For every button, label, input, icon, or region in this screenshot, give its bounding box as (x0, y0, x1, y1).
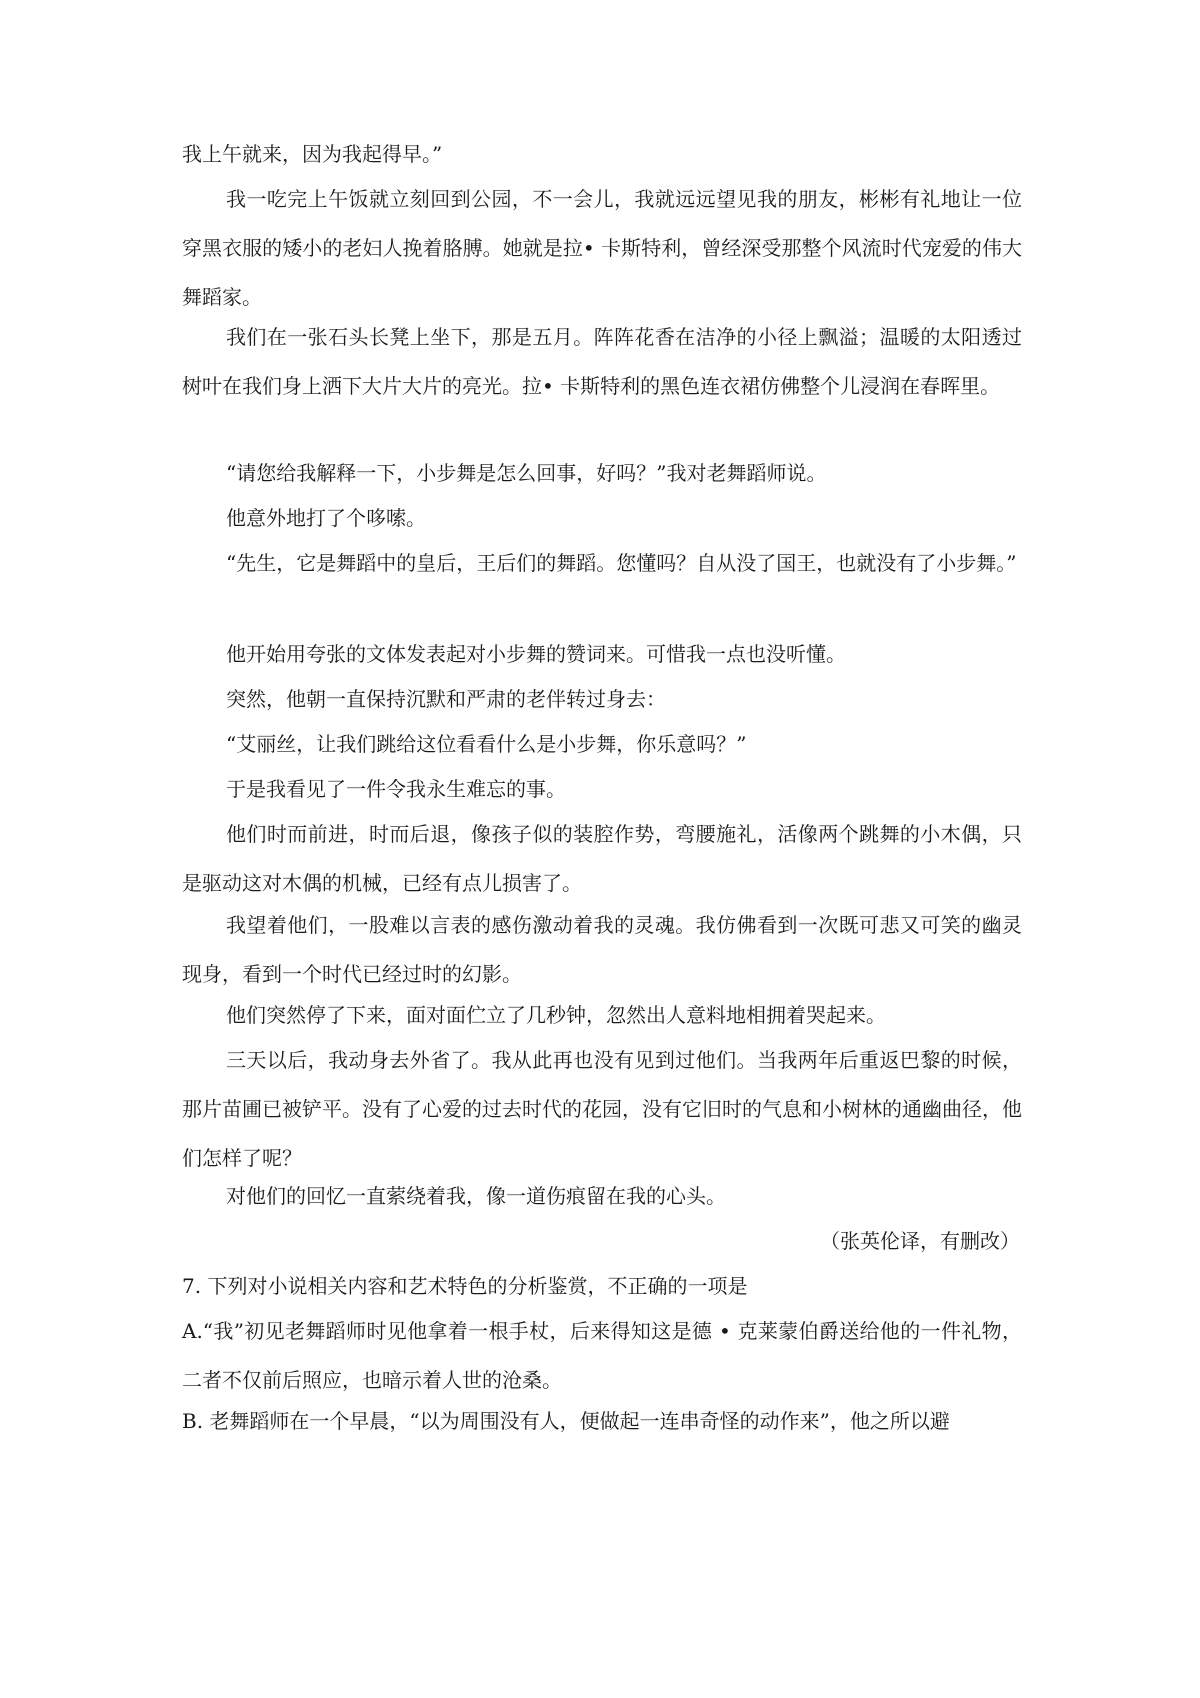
option-b: B. 老舞蹈师在一个早晨，“以为周围没有人，便做起一连串奇怪的动作来”，他之所以避 (182, 1409, 950, 1433)
paragraph-14: 三天以后，我动身去外省了。我从此再也没有见到过他们。当我两年后重返巴黎的时候，那片苗圃已被铲平。没有了心爱的过去时代的花园，没有它旧时的气息和小树林的通幽曲径，他们怎样了呢？ (182, 1048, 1022, 1170)
paragraph-3: 我们在一张石头长凳上坐下，那是五月。阵阵花香在洁净的小径上飘溢；温暖的太阳透过树叶在我们身上洒下大片大片的亮光。拉• 卡斯特利的黑色连衣裙仿佛整个儿浸润在春晖里。 (182, 325, 1022, 398)
paragraph-15: 对他们的回忆一直萦绕着我，像一道伤痕留在我的心头。 (226, 1184, 726, 1208)
paragraph-4: “请您给我解释一下，小步舞是怎么回事，好吗？”我对老舞蹈师说。 (226, 461, 827, 485)
paragraph-5: 他意外地打了个哆嗦。 (226, 506, 426, 530)
paragraph-11: 他们时而前进，时而后退，像孩子似的装腔作势，弯腰施礼，活像两个跳舞的小木偶，只是驱动这对木偶的机械，已经有点儿损害了。 (182, 822, 1022, 895)
paragraph-7: 他开始用夸张的文体发表起对小步舞的赞词来。可惜我一点也没听懂。 (226, 642, 846, 666)
option-a: A.“我”初见老舞蹈师时见他拿着一根手杖，后来得知这是德 • 克莱蒙伯爵送给他的一件礼物，二者不仅前后照应，也暗示着人世的沧桑。 (182, 1319, 1022, 1392)
question-stem: 7. 下列对小说相关内容和艺术特色的分析鉴赏，不正确的一项是 (182, 1274, 748, 1298)
paragraph-1: 我上午就来，因为我起得早。” (182, 142, 443, 166)
paragraph-6: “先生，它是舞蹈中的皇后，王后们的舞蹈。您懂吗？自从没了国王，也就没有了小步舞。” (226, 551, 1017, 575)
paragraph-2: 我一吃完上午饭就立刻回到公园，不一会儿，我就远远望见我的朋友，彬彬有礼地让一位穿黑衣服的矮小的老妇人挽着胳膊。她就是拉• 卡斯特利，曾经深受那整个风流时代宠爱的伟大舞蹈家。 (182, 187, 1022, 309)
paragraph-13: 他们突然停了下来，面对面伫立了几秒钟，忽然出人意料地相拥着哭起来。 (226, 1003, 886, 1027)
paragraph-12: 我望着他们，一股难以言表的感伤激动着我的灵魂。我仿佛看到一次既可悲又可笑的幽灵现身，看到一个时代已经过时的幻影。 (182, 913, 1022, 986)
paragraph-10: 于是我看见了一件令我永生难忘的事。 (226, 777, 566, 801)
paragraph-9: “艾丽丝，让我们跳给这位看看什么是小步舞，你乐意吗？” (226, 732, 747, 756)
translation-attribution: （张英伦译，有删改） (820, 1229, 1020, 1253)
paragraph-8: 突然，他朝一直保持沉默和严肃的老伴转过身去： (226, 687, 666, 711)
